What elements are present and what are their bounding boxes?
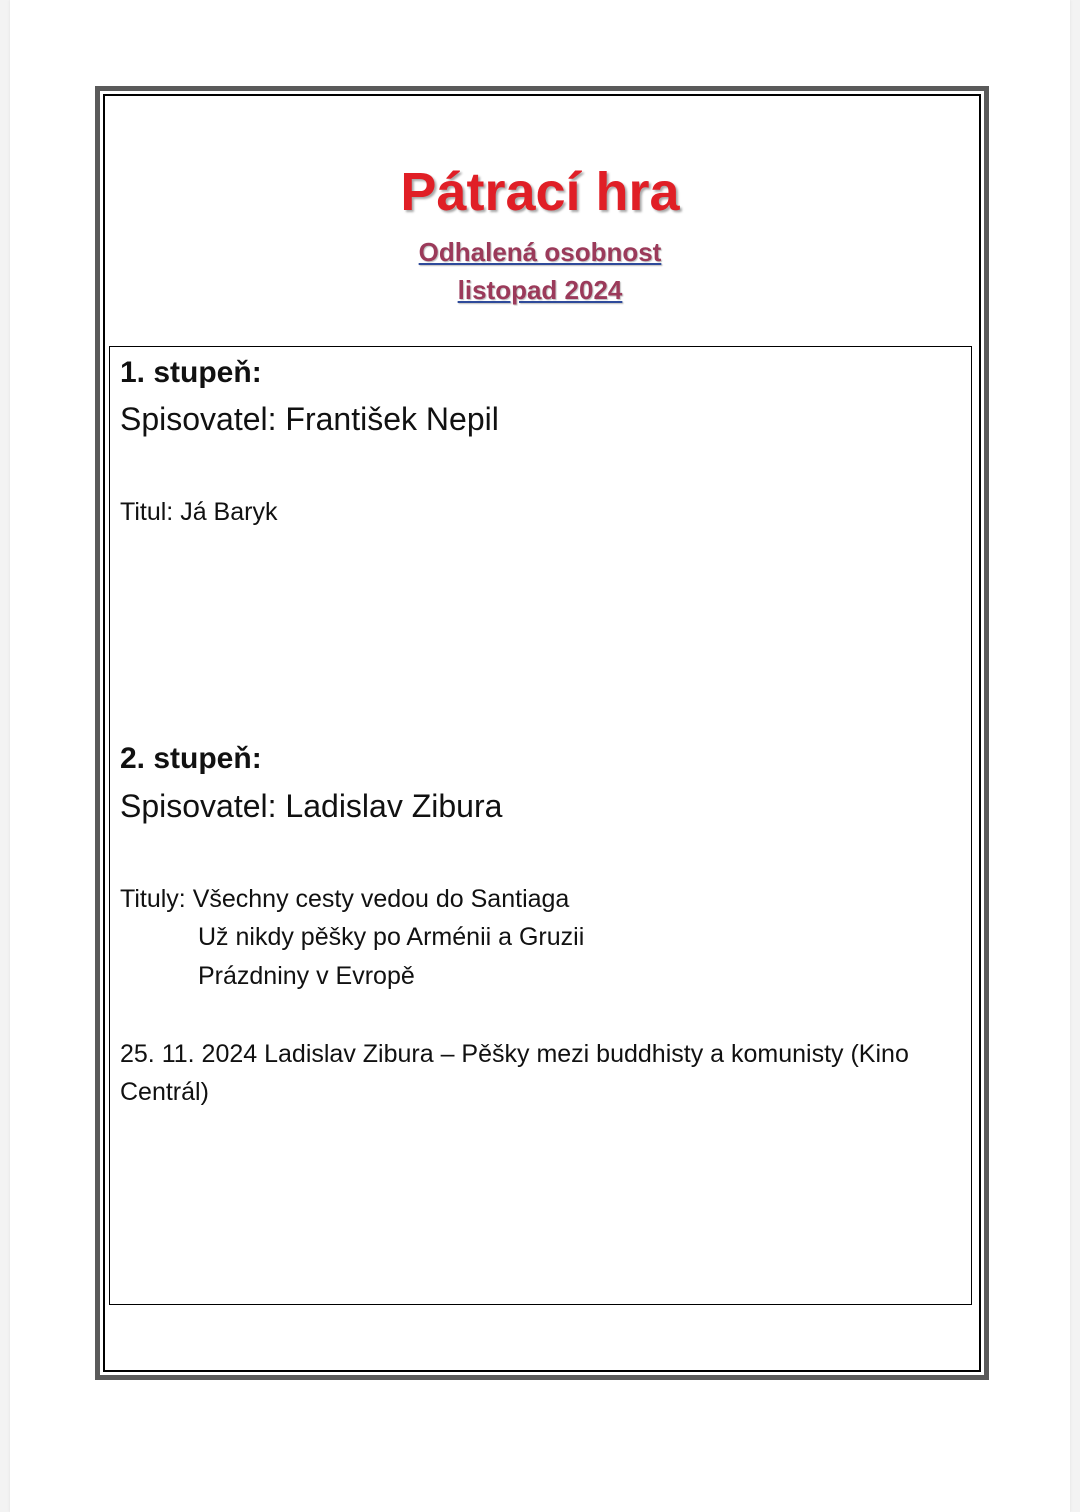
subtitle-month: listopad 2024 (457, 275, 623, 305)
author-name: Spisovatel: František Nepil (120, 401, 499, 437)
book-title: Titul: Já Baryk (120, 498, 278, 526)
document-title: Pátrací hra (400, 162, 680, 222)
grade-heading: 1. stupeň: (120, 356, 262, 389)
book-title: Prázdniny v Evropě (198, 962, 415, 990)
author-name: Spisovatel: Ladislav Zibura (120, 788, 503, 824)
section-first-grade (109, 346, 972, 687)
grade-heading: 2. stupeň: (120, 742, 262, 775)
book-title: Už nikdy pěšky po Arménii a Gruzii (198, 923, 585, 951)
section-second-grade (109, 685, 972, 1305)
book-title: Tituly: Všechny cesty vedou do Santiaga (120, 885, 570, 913)
subtitle-personality: Odhalená osobnost (418, 237, 662, 267)
event-note: 25. 11. 2024 Ladislav Zibura – Pěšky mezi buddhisty a komunisty (Kino Centrál) (120, 1040, 909, 1106)
